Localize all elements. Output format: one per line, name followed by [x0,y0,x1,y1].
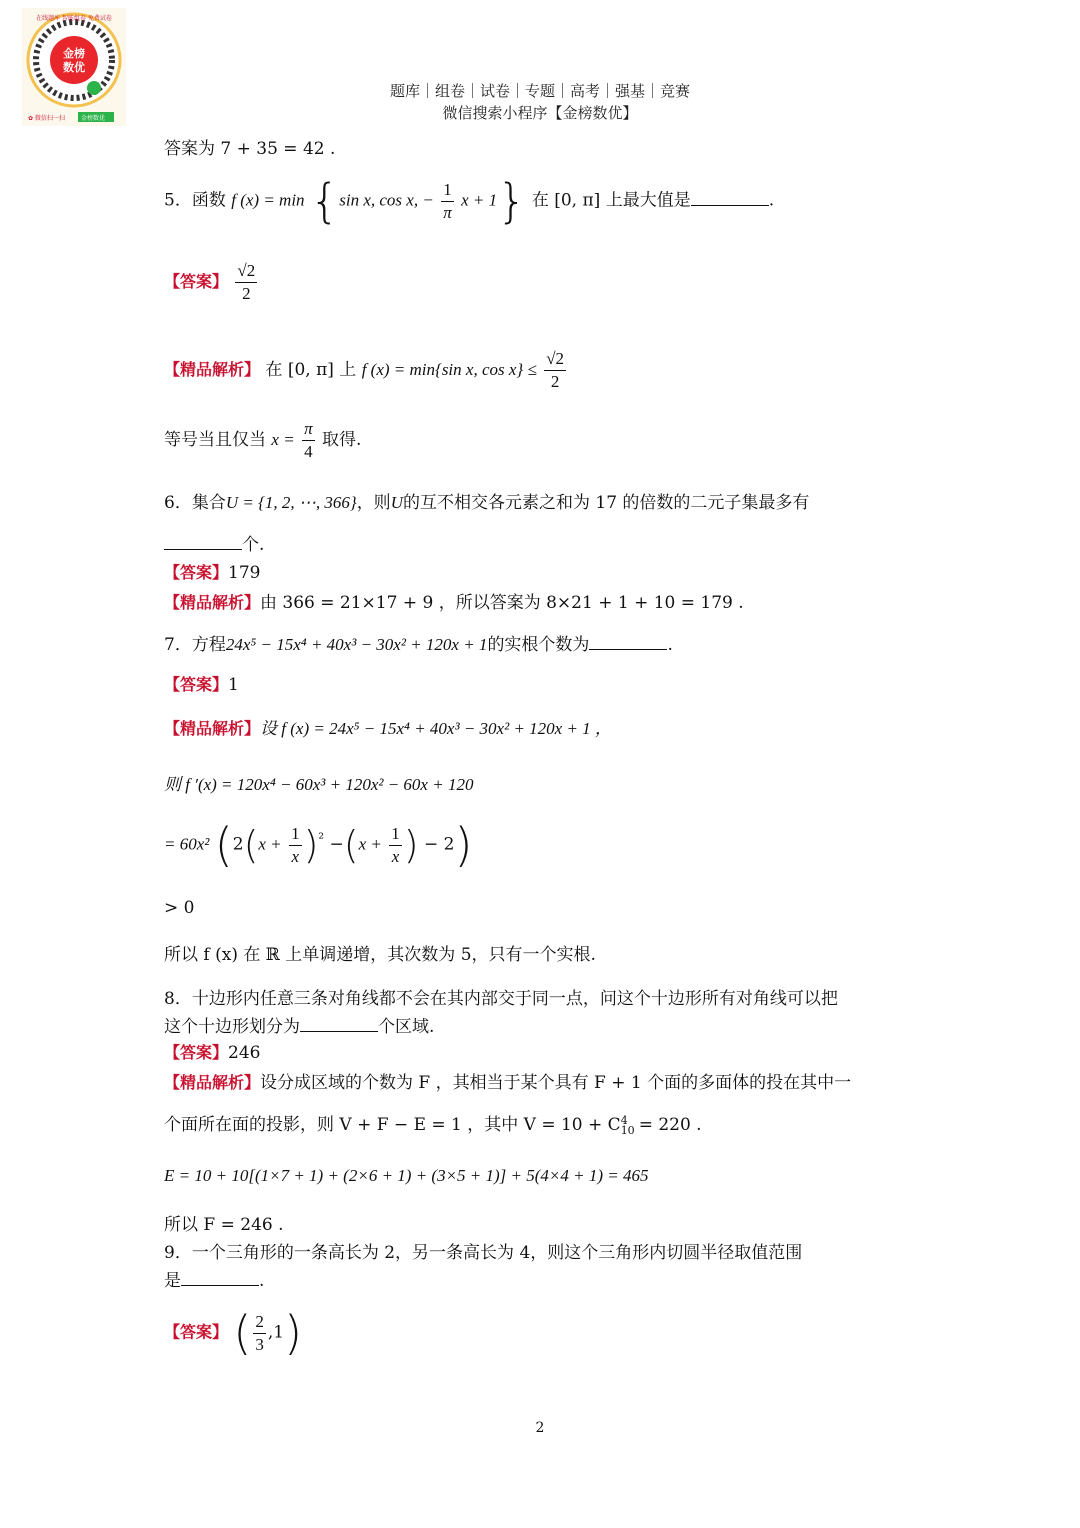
q7-factored: = 60x² (2(x + $\frac{1}{x}$ )$^{^2}$ −(x + $\frac{1}{x}$ ) − 2) [164,818,473,872]
q7-answer: 【答案】1 [164,675,239,695]
question-8: 8．十边形内任意三条对角线都不会在其内部交于同一点，问这个十边形所有对角线可以把 [164,989,838,1009]
q8-euler: 个面所在面的投影，则 V + F − E = 1 ，其中 V = 10 + C 4 10 = 220 . [164,1113,702,1137]
question-6-cont: 个. [164,530,264,555]
page-number: 2 [535,1420,545,1436]
q8-answer: 【答案】246 [164,1043,261,1063]
q5-equality: 等号当且仅当 x = $\frac{\pi}{4}$ 取得. [164,419,362,461]
q7-derivative: 则 f ′(x) = 120x⁴ − 60x³ + 120x² − 60x + 120 [164,775,474,794]
header-nav: 题库｜组卷｜试卷｜专题｜高考｜强基｜竞赛 [389,82,690,100]
prev-answer-line: 答案为 7 + 35 = 42 . [164,139,336,159]
question-8-cont: 这个十边形划分为 个区域. [164,1017,435,1037]
question-6: 6．集合U = {1, 2, ⋯, 366}，则U的互不相交各元素之和为 17 的倍数的二元子集最多有 [164,493,810,513]
q8-result: 所以 F = 246 . [164,1215,284,1235]
svg-text:数优: 数优 [63,61,85,74]
q5-answer: 【答案】 $\frac{√2}{2}$ [164,261,256,303]
q6-answer: 【答案】179 [164,563,261,583]
header-mini-program: 微信搜索小程序【金榜数优】 [442,104,638,122]
svg-text:金榜: 金榜 [63,47,85,60]
q6-analysis: 【精品解析】由 366 = 21×17 + 9 ，所以答案为 8×21 + 1 + 10 = 179 . [164,593,744,613]
q9-answer: 【答案】 ( $\frac{2}{3}$ ,1) [164,1306,303,1360]
question-9-cont: 是 . [164,1271,265,1291]
q7-analysis: 【精品解析】设 f (x) = 24x⁵ − 15x⁴ + 40x³ − 30x² + 120x + 1 ， [164,719,612,738]
svg-text:金榜数优: 金榜数优 [81,115,106,122]
svg-text:在线题库 智能组卷 免费试卷: 在线题库 智能组卷 免费试卷 [36,15,112,22]
question-7: 7．方程24x⁵ − 15x⁴ + 40x³ − 30x² + 120x + 1的实根个数为 . [164,635,673,655]
q5-analysis: 【精品解析】 在 [0, π] 上 f (x) = min{sin x, cos x} ≤ $\frac{√2}{2}$ [164,349,565,391]
question-5: 5．函数 f (x) = min {sin x, cos x, − $\frac{1}{\pi}$ x + 1} 在 [0, π] 上最大值是 . [164,174,775,228]
svg-text:✿ 微信扫一扫: ✿ 微信扫一扫 [28,115,65,122]
q7-conclusion: 所以 f (x) 在 ℝ 上单调递增，其次数为 5，只有一个实根. [164,945,596,965]
q7-positive: > 0 [164,898,195,918]
q8-edges: E = 10 + 10[(1×7 + 1) + (2×6 + 1) + (3×5 + 1)] + 5(4×4 + 1) = 465 [164,1166,649,1185]
question-9: 9．一个三角形的一条高长为 2，另一条高长为 4，则这个三角形内切圆半径取值范围 [164,1243,803,1263]
q8-analysis: 【精品解析】设分成区域的个数为 F ，其相当于某个具有 F + 1 个面的多面体的投在其中一 [164,1073,852,1093]
